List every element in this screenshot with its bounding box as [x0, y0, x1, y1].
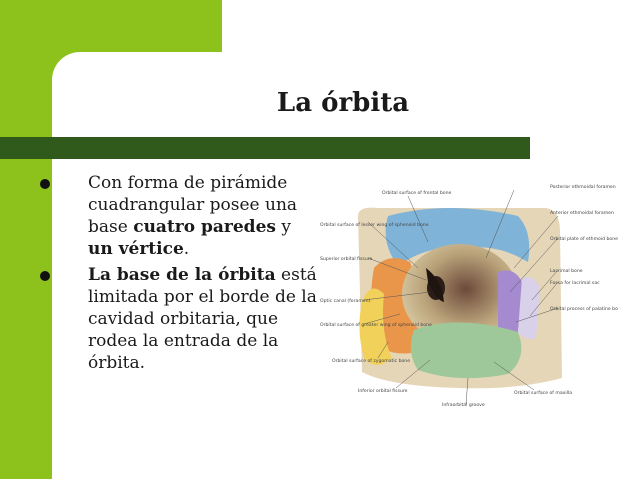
label-anterior-ethmoidal: Anterior ethmoidal foramen [550, 211, 614, 216]
label-orbital-process-palatine: Orbital process of palatine bone [550, 307, 618, 312]
orbit-anatomy-figure [318, 182, 618, 408]
label-fossa-lacrimal-sac: Fossa for lacrimal sac [550, 281, 600, 286]
label-infraorbital-groove: Infraorbital groove [442, 403, 485, 408]
bullet-text: está limitada por el borde de la cavidad orbitaria, que rodea la entrada de la órbita. [88, 265, 317, 373]
bullet-bold-text: un vértice [88, 239, 184, 259]
label-inferior-orbital-fissure: Inferior orbital fissure [358, 389, 408, 394]
label-orbital-maxilla: Orbital surface of maxilla [514, 391, 573, 396]
bullet-text: Con forma de pirámide cuadrangular posee una base [88, 173, 298, 237]
bullet-text: . [183, 239, 190, 259]
bullet-bold-text: cuatro paredes [133, 217, 276, 237]
label-orbital-lesser-wing: Orbital surface of lesser wing of sphenoid bone [320, 223, 429, 228]
bullet-bold-text: La base de la órbita [88, 265, 276, 285]
slide-title: La órbita [276, 88, 410, 118]
label-orbital-zygomatic: Orbital surface of zygomatic bone [332, 359, 411, 364]
title-underline-bar [0, 137, 530, 159]
bullet-dot-icon [40, 271, 50, 281]
label-optic-canal: Optic canal (foramen) [320, 299, 371, 304]
bullet-list [40, 172, 318, 378]
bullet-item [40, 172, 318, 260]
bullet-item [40, 264, 318, 374]
ethmoid-plate [498, 270, 522, 334]
label-superior-orbital-fissure: Superior orbital fissure [320, 257, 373, 262]
label-orbital-plate-ethmoid: Orbital plate of ethmoid bone [550, 237, 618, 242]
label-orbital-greater-wing: Orbital surface of greater wing of sphenoid bone [320, 323, 432, 328]
label-orbital-frontal: Orbital surface of frontal bone [382, 191, 452, 196]
label-posterior-ethmoidal: Posterior ethmoidal foramen [550, 185, 616, 190]
bullet-text: y [275, 217, 291, 237]
bullet-dot-icon [40, 179, 50, 189]
orbit-illustration [318, 182, 618, 408]
label-lacrimal-bone: Lacrimal bone [550, 269, 583, 274]
